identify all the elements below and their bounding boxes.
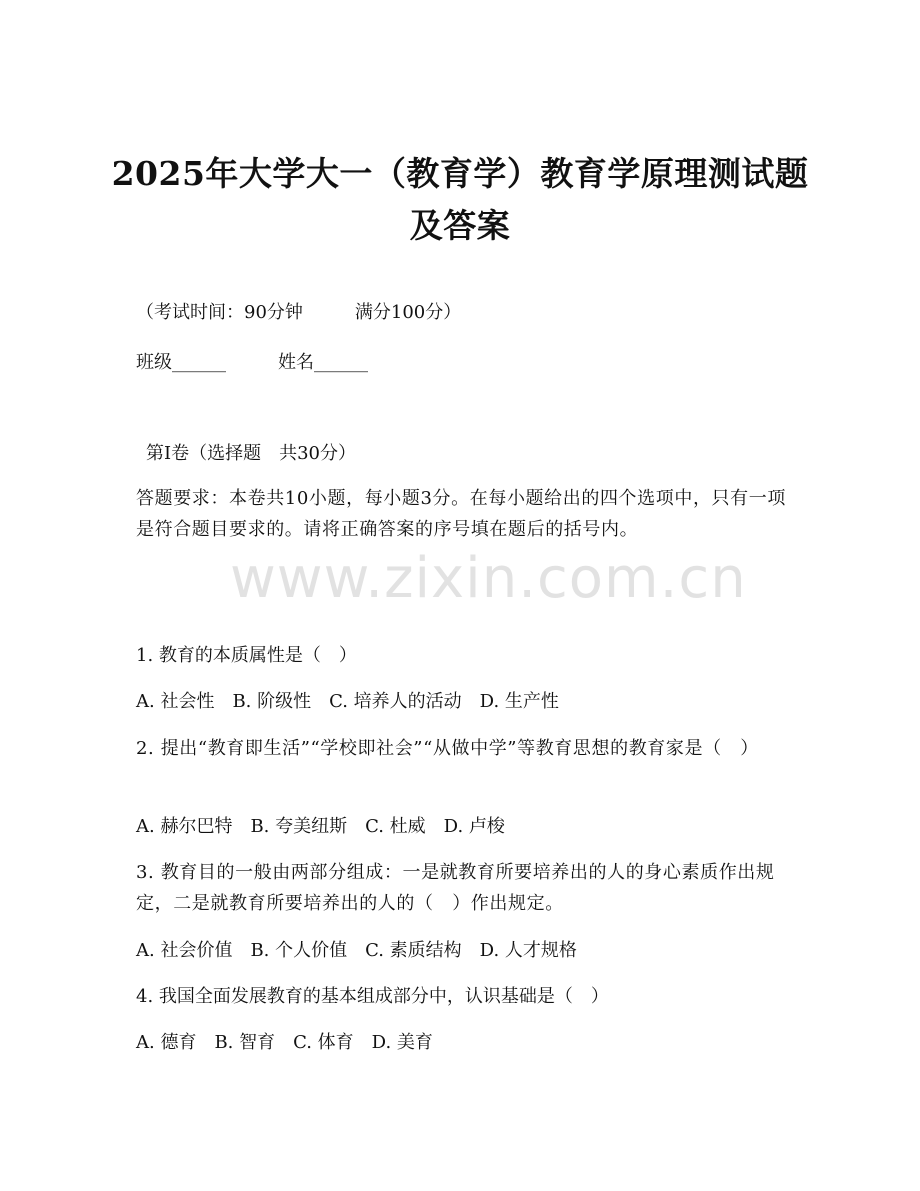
question-1-options: A. 社会性 B. 阶级性 C. 培养人的活动 D. 生产性 (136, 691, 559, 712)
exam-info (136, 299, 461, 327)
class-field-label: 班级______ (136, 352, 226, 373)
exam-time: （考试时间：90分钟 (136, 302, 303, 323)
student-fields (136, 349, 368, 377)
question-2-stem: 2. 提出“教育即生活”“学校即社会”“从做中学”等教育思想的教育家是（ ） (136, 738, 759, 759)
name-field-label: 姓名______ (278, 352, 368, 373)
answer-instructions: 答题要求：本卷共10小题，每小题3分。在每小题给出的四个选项中，只有一项是符合题目要求的。请将正确答案的序号填在题后的括号内。 (136, 488, 786, 540)
watermark-text: www.zixin.com.cn (230, 546, 747, 611)
question-2-options: A. 赫尔巴特 B. 夸美纽斯 C. 杜威 D. 卢梭 (136, 816, 505, 837)
document-title: 2025年大学大一（教育学）教育学原理测试题及答案 (111, 154, 809, 245)
question-4-options: A. 德育 B. 智育 C. 体育 D. 美育 (136, 1032, 433, 1053)
question-1-stem: 1. 教育的本质属性是（ ） (136, 645, 357, 666)
exam-total-score: 满分100分） (354, 302, 462, 323)
question-3-stem: 3. 教育目的一般由两部分组成：一是就教育所要培养出的人的身心素质作出规定，二是就教育所要培养出的人的（ ）作出规定。 (136, 862, 775, 914)
section-heading: 第Ⅰ卷（选择题 共30分） (146, 443, 357, 464)
question-4-stem: 4. 我国全面发展教育的基本组成部分中，认识基础是（ ） (136, 986, 609, 1007)
question-3-options: A. 社会价值 B. 个人价值 C. 素质结构 D. 人才规格 (136, 940, 577, 961)
